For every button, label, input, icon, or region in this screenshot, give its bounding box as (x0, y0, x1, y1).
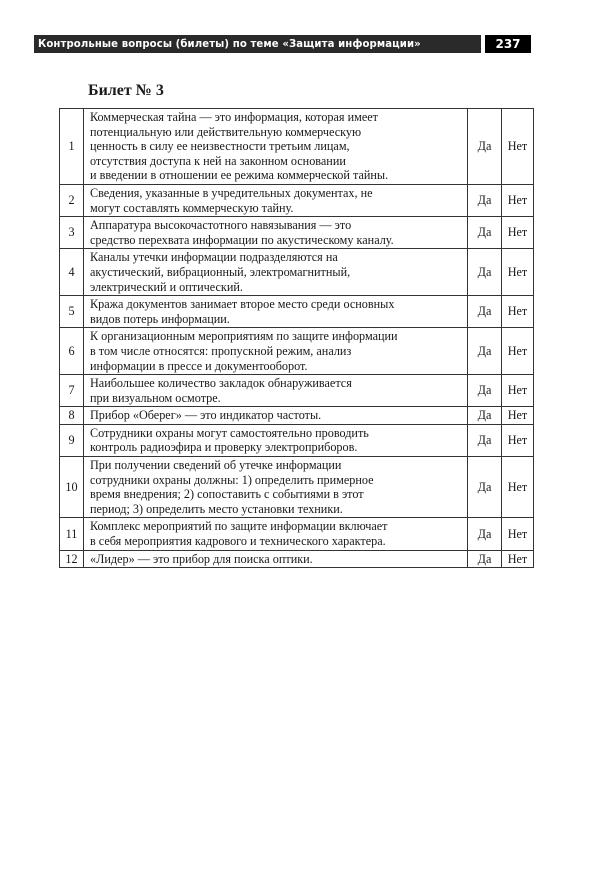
question-text-line: видов потерь информации. (90, 311, 230, 326)
answer-no[interactable]: Нет (502, 424, 534, 456)
question-text (84, 407, 468, 425)
question-number: 8 (60, 407, 84, 425)
question-text-line: в том числе относятся: пропускной режим, анализ (90, 343, 352, 358)
question-text-line: Прибор «Оберег» — это индикатор частоты. (90, 408, 322, 423)
answer-no[interactable]: Нет (502, 407, 534, 425)
question-text-line: контроль радиоэфира и проверку электроприборов. (90, 440, 358, 455)
answer-yes[interactable]: Да (468, 424, 502, 456)
question-text-line: «Лидер» — это прибор для поиска оптики. (90, 551, 313, 566)
question-text-line: При получении сведений об утечке информации (90, 458, 342, 473)
question-text-line: сотрудники охраны должны: 1) определить примерное (90, 472, 374, 487)
question-number: 10 (60, 457, 84, 518)
question-text (84, 424, 468, 456)
answer-no[interactable]: Нет (502, 328, 534, 375)
question-text (84, 249, 468, 296)
question-text-line: время внедрения; 2) сопоставить с событиями в этот (90, 487, 364, 502)
question-text-line: Коммерческая тайна — это информация, которая имеет (90, 110, 378, 124)
table-row (60, 407, 534, 425)
answer-no[interactable]: Нет (502, 296, 534, 328)
questions-table (59, 108, 534, 568)
question-number: 5 (60, 296, 84, 328)
question-number: 12 (60, 550, 84, 568)
question-text (84, 518, 468, 550)
question-number: 7 (60, 375, 84, 407)
question-text-line: отсутствия доступа к ней на законном основании (90, 153, 346, 168)
answer-yes[interactable]: Да (468, 457, 502, 518)
answer-yes[interactable]: Да (468, 550, 502, 568)
question-number: 4 (60, 249, 84, 296)
question-text-line: средство перехвата информации по акустическому каналу. (90, 232, 394, 247)
running-header-title: Контрольные вопросы (билеты) по теме «Защита информации» (38, 37, 421, 50)
question-text-line: Сотрудники охраны могут самостоятельно проводить (90, 425, 369, 440)
question-text (84, 296, 468, 328)
question-number: 2 (60, 184, 84, 216)
questions-body (60, 109, 534, 568)
question-text-line: могут составлять коммерческую тайну. (90, 200, 294, 215)
question-number: 1 (60, 109, 84, 185)
answer-yes[interactable]: Да (468, 407, 502, 425)
question-text (84, 109, 468, 185)
answer-no[interactable]: Нет (502, 518, 534, 550)
question-text-line: и введении в отношении ее режима коммерческой тайны. (90, 168, 389, 183)
question-text-line: электрический и оптический. (90, 279, 243, 294)
answer-yes[interactable]: Да (468, 249, 502, 296)
answer-no[interactable]: Нет (502, 249, 534, 296)
question-text-line: период; 3) определить место установки техники. (90, 501, 343, 516)
answer-yes[interactable]: Да (468, 296, 502, 328)
table-row (60, 296, 534, 328)
table-row (60, 249, 534, 296)
question-text (84, 184, 468, 216)
answer-yes[interactable]: Да (468, 328, 502, 375)
question-text-line: акустический, вибрационный, электромагнитный, (90, 264, 351, 279)
answer-no[interactable]: Нет (502, 457, 534, 518)
question-number: 6 (60, 328, 84, 375)
question-text-line: Комплекс мероприятий по защите информации включает (90, 519, 388, 534)
question-text-line: при визуальном осмотре. (90, 390, 221, 405)
question-text (84, 328, 468, 375)
answer-no[interactable]: Нет (502, 550, 534, 568)
question-number: 9 (60, 424, 84, 456)
table-row (60, 328, 534, 375)
table-row (60, 375, 534, 407)
answer-no[interactable]: Нет (502, 375, 534, 407)
question-text-line: К организационным мероприятиям по защите информации (90, 329, 398, 344)
question-text-line: информации в прессе и документооборот. (90, 358, 308, 373)
answer-yes[interactable]: Да (468, 518, 502, 550)
table-row (60, 518, 534, 550)
page-number: 237 (481, 35, 531, 53)
question-text (84, 550, 468, 568)
table-row (60, 109, 534, 185)
ticket-title: Билет № 3 (88, 82, 164, 99)
table-row (60, 184, 534, 216)
answer-yes[interactable]: Да (468, 375, 502, 407)
answer-no[interactable]: Нет (502, 109, 534, 185)
answer-yes[interactable]: Да (468, 109, 502, 185)
question-number: 3 (60, 217, 84, 249)
question-text-line: Наибольшее количество закладок обнаруживается (90, 376, 352, 391)
question-text-line: Сведения, указанные в учредительных документах, не (90, 185, 373, 200)
table-row (60, 550, 534, 568)
question-text-line: Каналы утечки информации подразделяются на (90, 250, 338, 265)
question-text-line: Кража документов занимает второе место среди основных (90, 297, 395, 312)
question-text (84, 375, 468, 407)
question-text-line: ценность в силу ее неизвестности третьим лицам, (90, 139, 350, 154)
question-text (84, 457, 468, 518)
question-text-line: потенциальную или действительную коммерческую (90, 124, 362, 139)
answer-yes[interactable]: Да (468, 217, 502, 249)
table-row (60, 217, 534, 249)
table-row (60, 457, 534, 518)
question-text-line: Аппаратура высокочастотного навязывания — это (90, 218, 352, 233)
answer-yes[interactable]: Да (468, 184, 502, 216)
answer-no[interactable]: Нет (502, 217, 534, 249)
running-header (34, 35, 531, 53)
question-text (84, 217, 468, 249)
answer-no[interactable]: Нет (502, 184, 534, 216)
question-text-line: в себя мероприятия кадрового и технического характера. (90, 534, 386, 549)
question-number: 11 (60, 518, 84, 550)
table-row (60, 424, 534, 456)
